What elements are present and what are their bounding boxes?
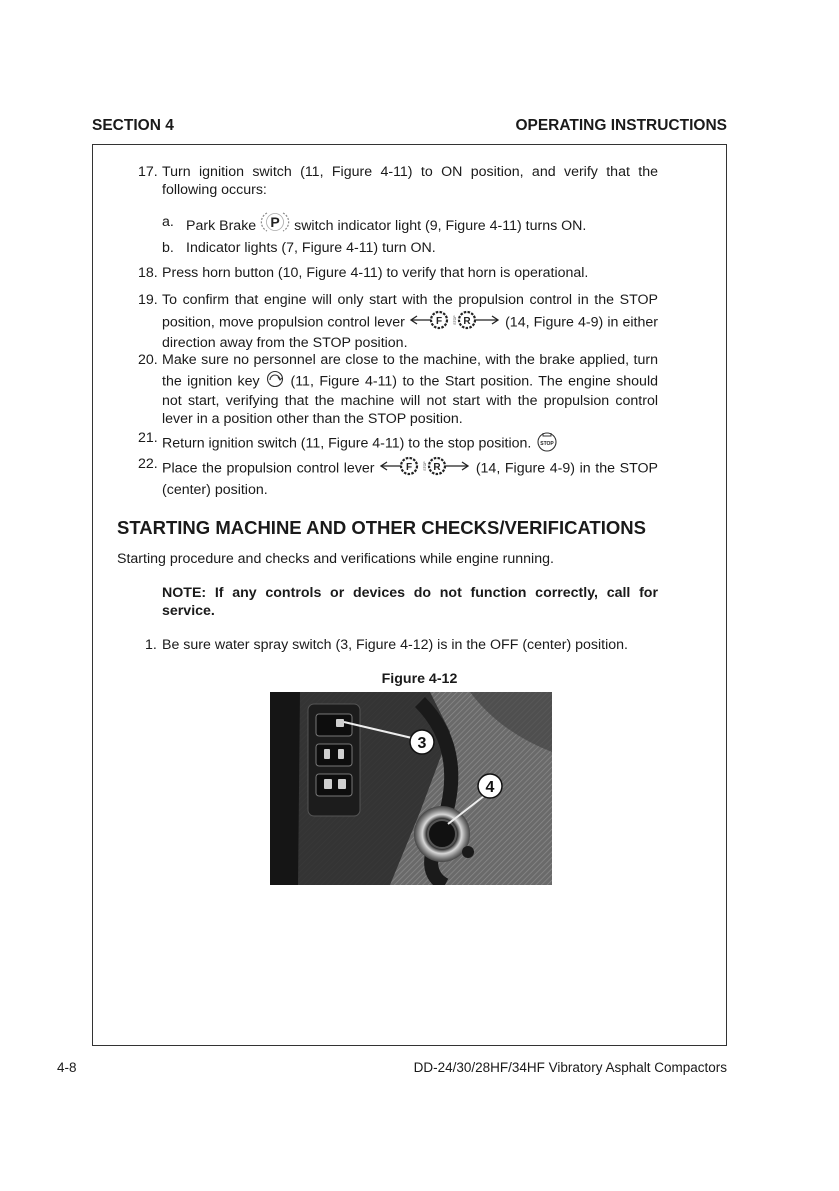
step-22-post: (14, Figure 4-9) in the STOP (center) position.: [162, 460, 658, 498]
step-number: 20.: [138, 352, 158, 368]
step-22-pre: Place the propulsion control lever: [162, 460, 375, 477]
step-19-post: (14, Figure 4-9) in either direction away from the STOP position.: [162, 314, 658, 351]
stop-label-small: STOP: [423, 461, 428, 471]
figure-photo: [270, 692, 552, 885]
document-title: DD-24/30/28HF/34HF Vibratory Asphalt Compactors: [413, 1060, 727, 1075]
step-22-text: [162, 456, 658, 499]
step-20-pre: Make sure no personnel are close to the machine, with the brake applied, turn the ignition key: [162, 352, 658, 389]
step-number: 22.: [138, 456, 158, 472]
substep-b: Indicator lights (7, Figure 4-11) turn ON.: [186, 240, 436, 256]
section-label: SECTION 4: [92, 117, 174, 134]
step-19-text: [162, 292, 658, 353]
forward-letter: F: [435, 315, 443, 327]
ignition-key-icon: [265, 370, 285, 394]
step-20-post: (11, Figure 4-11) to the Start position. The engine should not start, verifying that the machine will not start with the propulsion control lever in a position other than the STOP position.: [162, 373, 658, 427]
step-1-text: Be sure water spray switch (3, Figure 4-12) is in the OFF (center) position.: [162, 637, 628, 653]
park-brake-letter: P: [270, 214, 280, 230]
stop-key-icon: [535, 430, 559, 458]
step-19-pre: To confirm that engine will only start with the propulsion control in the STOP position, move propulsion control lever: [162, 292, 658, 330]
forward-letter: F: [406, 462, 413, 473]
step-21-text: [162, 430, 559, 458]
substep-label: b.: [162, 240, 174, 256]
step-number: 1.: [145, 637, 157, 653]
propulsion-lever-icon: [409, 310, 501, 336]
step-number: 18.: [138, 265, 158, 281]
page-number: 4-8: [57, 1060, 77, 1075]
section-title: OPERATING INSTRUCTIONS: [515, 117, 727, 134]
stop-key-text: STOP: [540, 441, 555, 447]
callout-3: 3: [417, 735, 427, 752]
step-21-body: Return ignition switch (11, Figure 4-11) to the stop position.: [162, 435, 532, 452]
figure-caption: Figure 4-12: [381, 671, 458, 687]
reverse-letter: R: [433, 462, 441, 473]
park-brake-icon: [260, 210, 290, 242]
step-17-text: Turn ignition switch (11, Figure 4-11) to ON position, and verify that the following occurs:: [162, 164, 658, 198]
step-number: 21.: [138, 430, 158, 446]
step-number: 19.: [138, 292, 158, 308]
note-text: NOTE: If any controls or devices do not function correctly, call for service.: [162, 585, 658, 619]
substep-a: [186, 210, 586, 242]
substep-a-post: switch indicator light (9, Figure 4-11) turns ON.: [294, 217, 587, 234]
substep-label: a.: [162, 214, 174, 230]
intro-text: Starting procedure and checks and verifications while engine running.: [117, 551, 554, 567]
callout-4: 4: [485, 779, 495, 796]
step-number: 17.: [138, 164, 158, 180]
reverse-letter: R: [463, 315, 471, 327]
step-18-text: Press horn button (10, Figure 4-11) to verify that horn is operational.: [162, 265, 589, 281]
substep-a-pre: Park Brake: [186, 217, 257, 234]
stop-label-small: STOP: [452, 314, 457, 325]
propulsion-lever-icon: [379, 456, 471, 482]
step-20-text: [162, 352, 658, 428]
section-heading: STARTING MACHINE AND OTHER CHECKS/VERIFICATIONS: [117, 517, 646, 538]
